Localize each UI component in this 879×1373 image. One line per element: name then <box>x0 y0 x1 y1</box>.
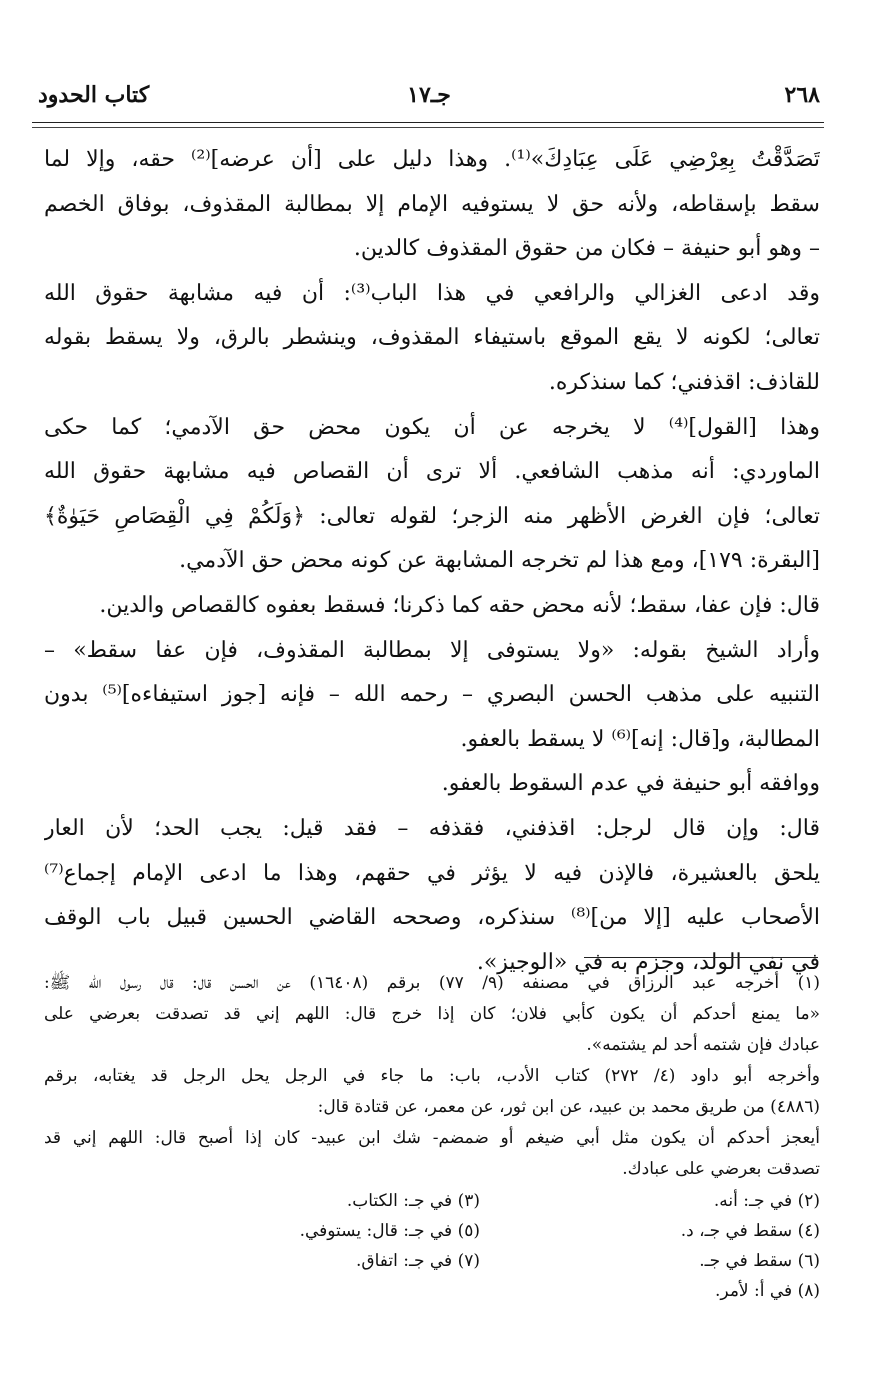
header-divider-thin <box>32 127 824 128</box>
footnote-item: (٥) في جـ: قال: يستوفي. <box>299 1221 480 1241</box>
text-line: تَصَدَّقْتُ بِعِرْضِي عَلَى عِبَادِكَ»⁽¹⁾. وهذا دليل على [أن عرضه]⁽²⁾ حقه، وإلا لما <box>44 147 820 172</box>
text-line: الماوردي: أنه مذهب الشافعي. ألا ترى أن القصاص فيه مشابهة حقوق الله <box>44 459 820 485</box>
text-line: قال: فإن عفا، سقط؛ لأنه محض حقه كما ذكرنا؛ فسقط بعفوه كالقصاص والدين. <box>99 592 820 618</box>
footnote-line: تصدقت بعرضي على عبادك. <box>622 1159 820 1179</box>
text-line: تعالى؛ فإن الغرض الأظهر منه الزجر؛ لقوله تعالى: ﴿وَلَكُمْ فِي الْقِصَاصِ حَيَوٰةٌ﴾ <box>44 503 820 529</box>
footnote-row <box>44 1186 820 1216</box>
footnote-line: وأخرجه أبو داود (٤/ ٢٧٢) كتاب الأدب، باب: ما جاء في الرجل يحل الرجل قد يغتابه، برقم <box>44 1066 820 1086</box>
text-line: يلحق بالعشيرة، فالإذن فيه لا يؤثر في حقهم، وهذا ما ادعى الإمام إجماع⁽⁷⁾ <box>44 860 820 886</box>
footnote-item: (٢) في جـ: أنه. <box>713 1191 820 1211</box>
footnote-item: (٨) في أ: لأمر. <box>715 1281 820 1301</box>
text-line: المطالبة، و[قال: إنه]⁽⁶⁾ لا يسقط بالعفو. <box>460 726 820 752</box>
footnote-item: (٦) سقط في جـ. <box>699 1251 820 1271</box>
text-line: تعالى؛ لكونه لا يقع الموقع باستيفاء المقذوف، وينشطر بالرق، ولا يسقط بقوله <box>44 325 820 351</box>
footnote-line: (٤٨٨٦) من طريق محمد بن عبيد، عن ابن ثور، عن معمر، عن قتادة قال: <box>317 1097 820 1117</box>
text-line: سقط بإسقاطه، ولأنه حق لا يستوفيه الإمام إلا بمطالبة المقذوف، بوفاق الخصم <box>44 191 820 217</box>
text-line: [البقرة: ١٧٩]، ومع هذا لم تخرجه المشابهة عن كونه محض حق الآدمي. <box>179 548 820 574</box>
text-line: – وهو أبو حنيفة – فكان من حقوق المقذوف كالدين. <box>353 236 820 262</box>
text-line: ووافقه أبو حنيفة في عدم السقوط بالعفو. <box>441 771 820 797</box>
footnote-row <box>44 1276 820 1306</box>
main-text <box>44 138 820 985</box>
footnote-line: «ما يمنع أحدكم أن يكون كأبي فلان؛ كان إذا خرج قال: اللهم إني قد تصدقت بعرضي على <box>44 1004 820 1024</box>
footnote-line: عبادك فإن شتمه أحد لم يشتمه». <box>586 1035 820 1055</box>
text-line: للقاذف: اقذفني؛ كما سنذكره. <box>548 369 820 395</box>
text-line: وأراد الشيخ بقوله: «ولا يستوفى إلا بمطالبة المقذوف، فإن عفا سقط» – <box>44 637 820 663</box>
short-footnotes <box>44 1186 820 1306</box>
footnote-row <box>44 1216 820 1246</box>
text-line: الأصحاب عليه [إلا من]⁽⁸⁾ سنذكره، وصححه القاضي الحسين قبيل باب الوقف <box>44 905 820 931</box>
footnote-item: (٣) في جـ: الكتاب. <box>346 1191 480 1211</box>
footnote-divider <box>584 957 818 958</box>
footnote-item: (٧) في جـ: اتفاق. <box>356 1251 480 1271</box>
footnote-item: (٤) سقط في جـ، د. <box>680 1221 820 1241</box>
text-line: في نفي الولد، وجزم به في «الوجيز». <box>476 949 820 975</box>
running-header <box>38 82 820 116</box>
footnote-row <box>44 1246 820 1276</box>
text-line: وهذا [القول]⁽⁴⁾ لا يخرجه عن أن يكون محض حق الآدمي؛ كما حكى <box>44 414 820 440</box>
volume-label: جـ١٧ <box>407 82 451 108</box>
text-line: قال: وإن قال لرجل: اقذفني، فقذفه – فقد قيل: يجب الحد؛ لأن العار <box>44 815 820 841</box>
footnote-line: أيعجز أحدكم أن يكون مثل أبي ضيغم أو ضمضم- شك ابن عبيد- كان إذا أصبح قال: اللهم إني قد <box>44 1128 820 1148</box>
footnote-line: (١) أخرجه عبد الرزاق في مصنفه (٩/ ٧٧) برقم (١٦٤٠٨) عن الحسن قال: قال رسول الله ﷺ: <box>44 973 820 993</box>
header-divider <box>32 122 824 123</box>
footnotes <box>44 968 820 1185</box>
page-number: ٢٦٨ <box>784 82 820 108</box>
text-line: وقد ادعى الغزالي والرافعي في هذا الباب⁽³⁾: أن فيه مشابهة حقوق الله <box>44 280 820 306</box>
book-title: كتاب الحدود <box>38 82 150 108</box>
text-line: التنبيه على مذهب الحسن البصري – رحمه الله – فإنه [جوز استيفاءه]⁽⁵⁾ بدون <box>44 682 820 708</box>
